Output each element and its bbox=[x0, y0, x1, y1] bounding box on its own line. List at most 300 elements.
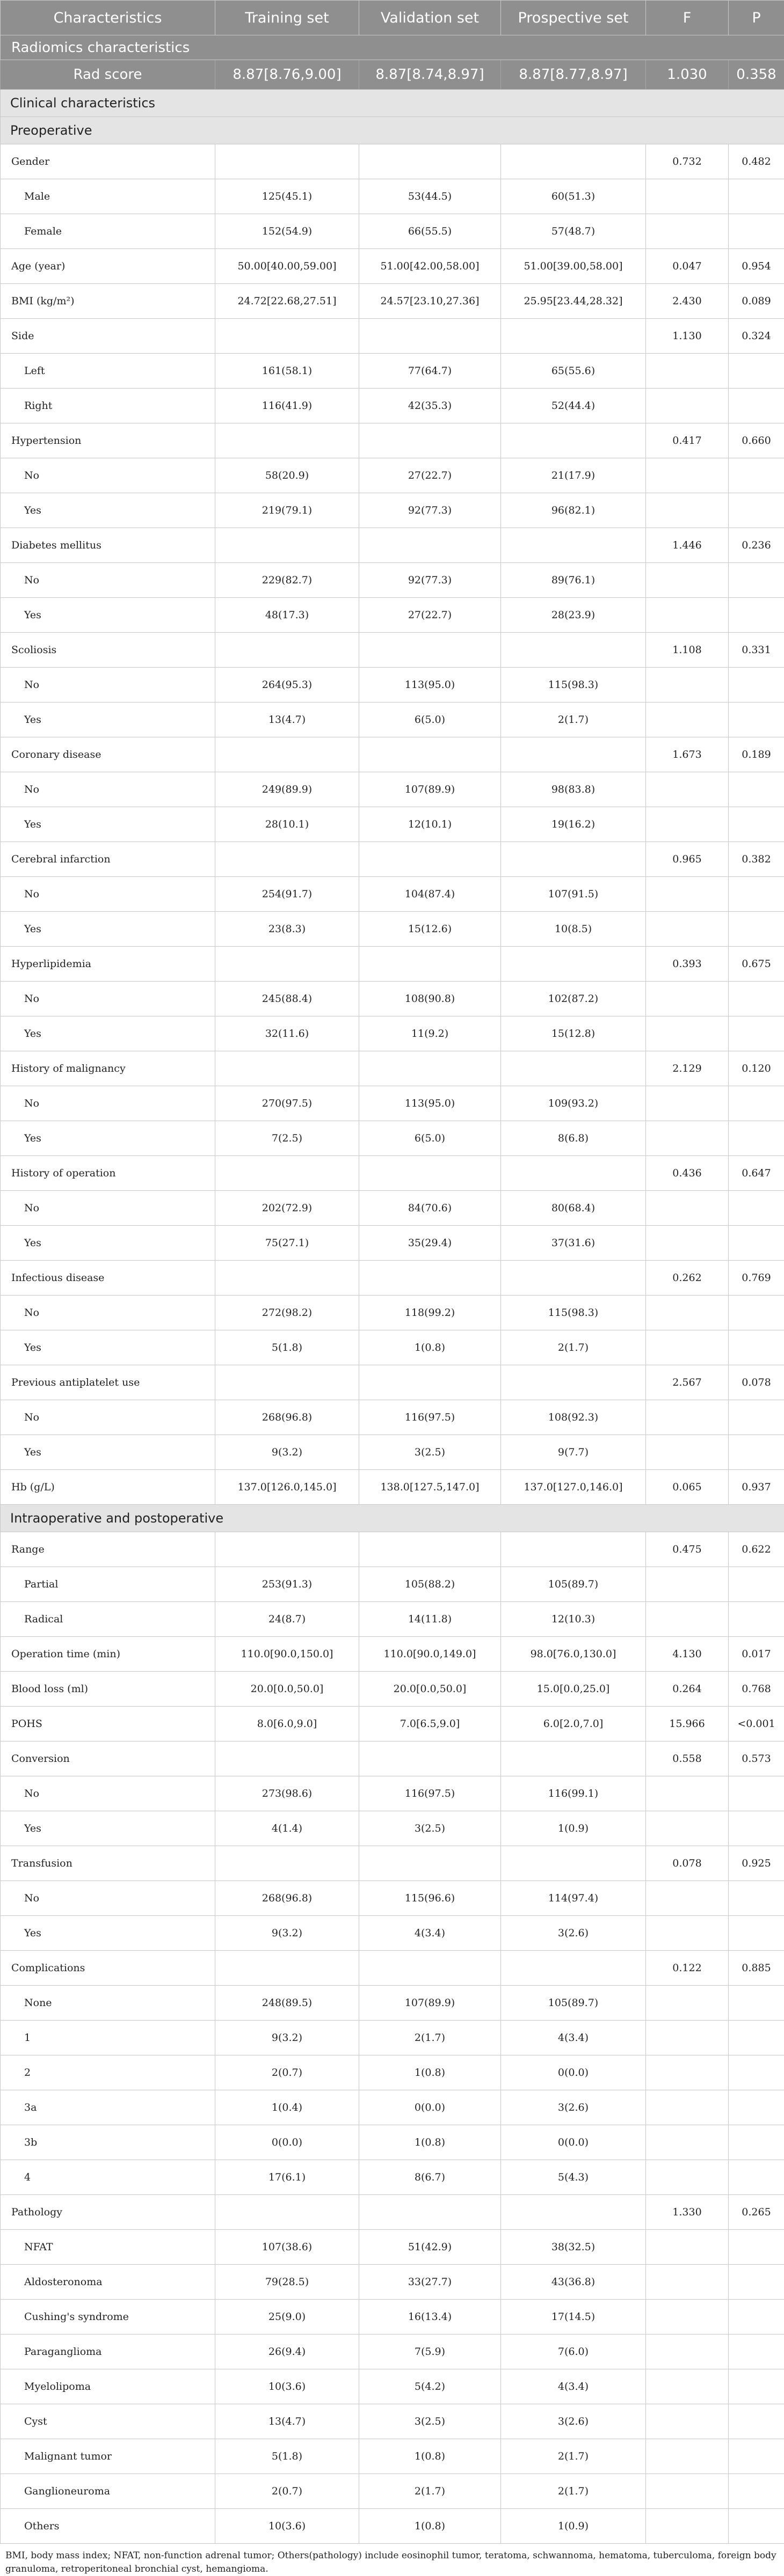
validation-value: 2(1.7) bbox=[359, 2021, 501, 2055]
f-value: 0.965 bbox=[646, 842, 729, 877]
section-label: Clinical characteristics bbox=[1, 90, 784, 117]
validation-value: 138.0[127.5,147.0] bbox=[359, 1470, 501, 1505]
prospective-value bbox=[501, 842, 646, 877]
table-row bbox=[1, 1365, 784, 1400]
p-value bbox=[729, 2369, 784, 2404]
prospective-value: 108(92.3) bbox=[501, 1400, 646, 1435]
f-value bbox=[646, 772, 729, 807]
prospective-value: 0(0.0) bbox=[501, 2055, 646, 2090]
validation-value: 20.0[0.0,50.0] bbox=[359, 1672, 501, 1707]
table-row bbox=[1, 144, 784, 179]
f-value: 0.078 bbox=[646, 1846, 729, 1881]
training-value bbox=[215, 1846, 359, 1881]
prospective-value: 5(4.3) bbox=[501, 2160, 646, 2195]
f-value bbox=[646, 2334, 729, 2369]
validation-value bbox=[359, 1741, 501, 1776]
training-value: 4(1.4) bbox=[215, 1811, 359, 1846]
p-value: 0.647 bbox=[729, 1156, 784, 1191]
prospective-value bbox=[501, 319, 646, 354]
f-value bbox=[646, 702, 729, 737]
validation-value bbox=[359, 2195, 501, 2230]
p-value bbox=[729, 598, 784, 633]
prospective-value: 105(89.7) bbox=[501, 1986, 646, 2021]
table-row bbox=[1, 1986, 784, 2021]
training-value: 20.0[0.0,50.0] bbox=[215, 1672, 359, 1707]
training-value: 2(0.7) bbox=[215, 2055, 359, 2090]
training-value bbox=[215, 633, 359, 668]
f-value: 0.065 bbox=[646, 1470, 729, 1505]
row-label: 4 bbox=[1, 2160, 215, 2195]
validation-value: 107(89.9) bbox=[359, 772, 501, 807]
table-footnote: BMI, body mass index; NFAT, non-function adrenal tumor; Others(pathology) include eosinophil tumor, teratoma, schwannoma, hematoma, tuberculoma, foreign body granuloma, retroperitoneal bronchial cyst, hemangioma. bbox=[0, 2544, 784, 2576]
training-value bbox=[215, 528, 359, 563]
f-value: 0.393 bbox=[646, 947, 729, 982]
table-row bbox=[1, 1707, 784, 1741]
row-label: 1 bbox=[1, 2021, 215, 2055]
row-label: No bbox=[1, 1086, 215, 1121]
f-value bbox=[646, 1330, 729, 1365]
prospective-value: 43(36.8) bbox=[501, 2265, 646, 2300]
training-value: 125(45.1) bbox=[215, 179, 359, 214]
validation-value: 35(29.4) bbox=[359, 1226, 501, 1261]
p-value bbox=[729, 772, 784, 807]
table-row bbox=[1, 2334, 784, 2369]
table-row bbox=[1, 1567, 784, 1602]
table-row bbox=[1, 1637, 784, 1672]
training-value: 253(91.3) bbox=[215, 1567, 359, 1602]
training-value bbox=[215, 1951, 359, 1986]
table-row bbox=[1, 2509, 784, 2544]
p-value: 0.675 bbox=[729, 947, 784, 982]
prospective-value: 28(23.9) bbox=[501, 598, 646, 633]
table-row bbox=[1, 214, 784, 249]
table-row bbox=[1, 1470, 784, 1505]
rad-score-p: 0.358 bbox=[729, 60, 784, 90]
training-value: 24.72[22.68,27.51] bbox=[215, 284, 359, 319]
f-value: 0.732 bbox=[646, 144, 729, 179]
section-preoperative bbox=[1, 117, 784, 144]
prospective-value: 96(82.1) bbox=[501, 493, 646, 528]
training-value bbox=[215, 1532, 359, 1567]
table-row bbox=[1, 2439, 784, 2474]
table-row bbox=[1, 772, 784, 807]
row-label: Yes bbox=[1, 1016, 215, 1051]
validation-value: 0(0.0) bbox=[359, 2090, 501, 2125]
training-value: 1(0.4) bbox=[215, 2090, 359, 2125]
training-value: 2(0.7) bbox=[215, 2474, 359, 2509]
validation-value: 118(99.2) bbox=[359, 1296, 501, 1330]
f-value bbox=[646, 458, 729, 493]
row-label: Radical bbox=[1, 1602, 215, 1637]
f-value: 1.108 bbox=[646, 633, 729, 668]
table-row bbox=[1, 702, 784, 737]
f-value bbox=[646, 1296, 729, 1330]
table-row bbox=[1, 284, 784, 319]
validation-value: 8(6.7) bbox=[359, 2160, 501, 2195]
training-value: 58(20.9) bbox=[215, 458, 359, 493]
row-label: Yes bbox=[1, 493, 215, 528]
f-value bbox=[646, 1121, 729, 1156]
f-value: 15.966 bbox=[646, 1707, 729, 1741]
table-row bbox=[1, 2474, 784, 2509]
p-value: 0.331 bbox=[729, 633, 784, 668]
training-value: 9(3.2) bbox=[215, 1435, 359, 1470]
table-row bbox=[1, 877, 784, 912]
rad-score-label: Rad score bbox=[1, 60, 215, 90]
p-value bbox=[729, 912, 784, 947]
prospective-value: 15(12.8) bbox=[501, 1016, 646, 1051]
training-value: 75(27.1) bbox=[215, 1226, 359, 1261]
prospective-value: 80(68.4) bbox=[501, 1191, 646, 1226]
training-value: 26(9.4) bbox=[215, 2334, 359, 2369]
f-value bbox=[646, 1435, 729, 1470]
col-header-p: P bbox=[729, 1, 784, 35]
p-value bbox=[729, 1016, 784, 1051]
prospective-value: 137.0[127.0,146.0] bbox=[501, 1470, 646, 1505]
row-label: No bbox=[1, 1776, 215, 1811]
p-value: 0.078 bbox=[729, 1365, 784, 1400]
prospective-value: 8(6.8) bbox=[501, 1121, 646, 1156]
validation-value: 6(5.0) bbox=[359, 1121, 501, 1156]
row-label: Side bbox=[1, 319, 215, 354]
validation-value: 116(97.5) bbox=[359, 1400, 501, 1435]
training-value: 10(3.6) bbox=[215, 2369, 359, 2404]
p-value bbox=[729, 702, 784, 737]
row-label: Gender bbox=[1, 144, 215, 179]
prospective-value: 10(8.5) bbox=[501, 912, 646, 947]
training-value bbox=[215, 842, 359, 877]
row-label: Yes bbox=[1, 1121, 215, 1156]
p-value: 0.937 bbox=[729, 1470, 784, 1505]
row-label: Age (year) bbox=[1, 249, 215, 284]
row-label: No bbox=[1, 1400, 215, 1435]
validation-value: 24.57[23.10,27.36] bbox=[359, 284, 501, 319]
f-value bbox=[646, 912, 729, 947]
validation-value: 108(90.8) bbox=[359, 982, 501, 1016]
prospective-value: 1(0.9) bbox=[501, 2509, 646, 2544]
table-row bbox=[1, 423, 784, 458]
table-row bbox=[1, 947, 784, 982]
p-value: 0.573 bbox=[729, 1741, 784, 1776]
p-value: 0.660 bbox=[729, 423, 784, 458]
validation-value: 7(5.9) bbox=[359, 2334, 501, 2369]
validation-value: 115(96.6) bbox=[359, 1881, 501, 1916]
validation-value: 1(0.8) bbox=[359, 2125, 501, 2160]
f-value bbox=[646, 1776, 729, 1811]
p-value bbox=[729, 1881, 784, 1916]
f-value bbox=[646, 214, 729, 249]
radiomics-label: Radiomics characteristics bbox=[1, 35, 784, 60]
training-value: 25(9.0) bbox=[215, 2300, 359, 2334]
prospective-value: 89(76.1) bbox=[501, 563, 646, 598]
p-value: 0.622 bbox=[729, 1532, 784, 1567]
p-value bbox=[729, 214, 784, 249]
row-label: No bbox=[1, 563, 215, 598]
table-row bbox=[1, 1532, 784, 1567]
f-value: 2.567 bbox=[646, 1365, 729, 1400]
f-value bbox=[646, 668, 729, 702]
prospective-value: 2(1.7) bbox=[501, 702, 646, 737]
f-value: 4.130 bbox=[646, 1637, 729, 1672]
validation-value bbox=[359, 1051, 501, 1086]
p-value bbox=[729, 2125, 784, 2160]
validation-value: 27(22.7) bbox=[359, 458, 501, 493]
table-row bbox=[1, 912, 784, 947]
table-body bbox=[1, 90, 784, 2544]
prospective-value: 4(3.4) bbox=[501, 2369, 646, 2404]
p-value bbox=[729, 1330, 784, 1365]
f-value: 1.446 bbox=[646, 528, 729, 563]
training-value: 116(41.9) bbox=[215, 389, 359, 423]
row-label: Yes bbox=[1, 1811, 215, 1846]
row-label: No bbox=[1, 458, 215, 493]
training-value: 137.0[126.0,145.0] bbox=[215, 1470, 359, 1505]
validation-value bbox=[359, 144, 501, 179]
row-label: No bbox=[1, 1191, 215, 1226]
prospective-value: 38(32.5) bbox=[501, 2230, 646, 2265]
training-value: 50.00[40.00,59.00] bbox=[215, 249, 359, 284]
validation-value bbox=[359, 947, 501, 982]
f-value bbox=[646, 982, 729, 1016]
training-value: 229(82.7) bbox=[215, 563, 359, 598]
table-row bbox=[1, 668, 784, 702]
row-label: Previous antiplatelet use bbox=[1, 1365, 215, 1400]
p-value: 0.017 bbox=[729, 1637, 784, 1672]
f-value bbox=[646, 1986, 729, 2021]
f-value bbox=[646, 2160, 729, 2195]
p-value: 0.768 bbox=[729, 1672, 784, 1707]
prospective-value: 115(98.3) bbox=[501, 668, 646, 702]
validation-value: 11(9.2) bbox=[359, 1016, 501, 1051]
training-value: 270(97.5) bbox=[215, 1086, 359, 1121]
prospective-value: 98.0[76.0,130.0] bbox=[501, 1637, 646, 1672]
prospective-value bbox=[501, 737, 646, 772]
row-label: Hb (g/L) bbox=[1, 1470, 215, 1505]
table-row bbox=[1, 1602, 784, 1637]
f-value bbox=[646, 1916, 729, 1951]
validation-value: 84(70.6) bbox=[359, 1191, 501, 1226]
row-label: 3a bbox=[1, 2090, 215, 2125]
rad-score-training: 8.87[8.76,9.00] bbox=[215, 60, 359, 90]
row-label: None bbox=[1, 1986, 215, 2021]
table-row bbox=[1, 2404, 784, 2439]
row-label: BMI (kg/m²) bbox=[1, 284, 215, 319]
p-value bbox=[729, 458, 784, 493]
prospective-value bbox=[501, 1156, 646, 1191]
row-label: History of malignancy bbox=[1, 1051, 215, 1086]
prospective-value bbox=[501, 633, 646, 668]
table-header bbox=[1, 1, 784, 90]
p-value bbox=[729, 2300, 784, 2334]
f-value bbox=[646, 389, 729, 423]
prospective-value: 7(6.0) bbox=[501, 2334, 646, 2369]
training-value: 254(91.7) bbox=[215, 877, 359, 912]
training-value: 219(79.1) bbox=[215, 493, 359, 528]
table-row bbox=[1, 2125, 784, 2160]
validation-value: 92(77.3) bbox=[359, 493, 501, 528]
f-value bbox=[646, 354, 729, 389]
table-row bbox=[1, 319, 784, 354]
row-label: Infectious disease bbox=[1, 1261, 215, 1296]
validation-value bbox=[359, 423, 501, 458]
prospective-value bbox=[501, 1846, 646, 1881]
validation-value: 14(11.8) bbox=[359, 1602, 501, 1637]
prospective-value: 65(55.6) bbox=[501, 354, 646, 389]
training-value bbox=[215, 1156, 359, 1191]
rad-score-row bbox=[1, 60, 784, 90]
table-row bbox=[1, 389, 784, 423]
validation-value: 113(95.0) bbox=[359, 1086, 501, 1121]
p-value bbox=[729, 877, 784, 912]
p-value bbox=[729, 668, 784, 702]
f-value bbox=[646, 1602, 729, 1637]
prospective-value: 2(1.7) bbox=[501, 2474, 646, 2509]
table-row bbox=[1, 2055, 784, 2090]
table-row bbox=[1, 2230, 784, 2265]
row-label: Blood loss (ml) bbox=[1, 1672, 215, 1707]
f-value bbox=[646, 1567, 729, 1602]
f-value: 0.436 bbox=[646, 1156, 729, 1191]
p-value bbox=[729, 1916, 784, 1951]
f-value bbox=[646, 1881, 729, 1916]
table-row bbox=[1, 1121, 784, 1156]
training-value: 248(89.5) bbox=[215, 1986, 359, 2021]
prospective-value bbox=[501, 1951, 646, 1986]
validation-value: 104(87.4) bbox=[359, 877, 501, 912]
prospective-value: 2(1.7) bbox=[501, 2439, 646, 2474]
p-value: 0.925 bbox=[729, 1846, 784, 1881]
table-row bbox=[1, 633, 784, 668]
row-label: Diabetes mellitus bbox=[1, 528, 215, 563]
rad-score-validation: 8.87[8.74,8.97] bbox=[359, 60, 501, 90]
training-value: 5(1.8) bbox=[215, 1330, 359, 1365]
row-label: Cerebral infarction bbox=[1, 842, 215, 877]
p-value bbox=[729, 563, 784, 598]
p-value bbox=[729, 1776, 784, 1811]
table-row bbox=[1, 1086, 784, 1121]
row-label: No bbox=[1, 877, 215, 912]
row-label: Hypertension bbox=[1, 423, 215, 458]
f-value bbox=[646, 1811, 729, 1846]
validation-value bbox=[359, 842, 501, 877]
f-value: 1.673 bbox=[646, 737, 729, 772]
p-value bbox=[729, 1191, 784, 1226]
f-value: 1.330 bbox=[646, 2195, 729, 2230]
f-value bbox=[646, 877, 729, 912]
f-value bbox=[646, 2090, 729, 2125]
col-header-prospective: Prospective set bbox=[501, 1, 646, 35]
f-value bbox=[646, 2509, 729, 2544]
row-label: Conversion bbox=[1, 1741, 215, 1776]
prospective-value: 9(7.7) bbox=[501, 1435, 646, 1470]
f-value bbox=[646, 1400, 729, 1435]
training-value bbox=[215, 1261, 359, 1296]
row-label: Yes bbox=[1, 1330, 215, 1365]
row-label: Aldosteronoma bbox=[1, 2265, 215, 2300]
validation-value bbox=[359, 1156, 501, 1191]
prospective-value bbox=[501, 2195, 646, 2230]
p-value bbox=[729, 2230, 784, 2265]
validation-value: 2(1.7) bbox=[359, 2474, 501, 2509]
training-value: 272(98.2) bbox=[215, 1296, 359, 1330]
prospective-value bbox=[501, 144, 646, 179]
validation-value: 6(5.0) bbox=[359, 702, 501, 737]
table-row bbox=[1, 1916, 784, 1951]
validation-value bbox=[359, 1951, 501, 1986]
f-value bbox=[646, 2230, 729, 2265]
f-value bbox=[646, 807, 729, 842]
prospective-value: 114(97.4) bbox=[501, 1881, 646, 1916]
p-value bbox=[729, 1296, 784, 1330]
table-row bbox=[1, 249, 784, 284]
validation-value: 7.0[6.5,9.0] bbox=[359, 1707, 501, 1741]
training-value: 161(58.1) bbox=[215, 354, 359, 389]
table-row bbox=[1, 1846, 784, 1881]
f-value bbox=[646, 2265, 729, 2300]
prospective-value: 15.0[0.0,25.0] bbox=[501, 1672, 646, 1707]
f-value: 2.430 bbox=[646, 284, 729, 319]
p-value: 0.324 bbox=[729, 319, 784, 354]
row-label: 2 bbox=[1, 2055, 215, 2090]
table-row bbox=[1, 2369, 784, 2404]
validation-value bbox=[359, 1261, 501, 1296]
table-row bbox=[1, 2021, 784, 2055]
training-value: 0(0.0) bbox=[215, 2125, 359, 2160]
row-label: History of operation bbox=[1, 1156, 215, 1191]
validation-value: 12(10.1) bbox=[359, 807, 501, 842]
prospective-value bbox=[501, 947, 646, 982]
prospective-value bbox=[501, 528, 646, 563]
f-value bbox=[646, 1086, 729, 1121]
p-value bbox=[729, 1086, 784, 1121]
training-value: 32(11.6) bbox=[215, 1016, 359, 1051]
f-value bbox=[646, 2474, 729, 2509]
training-value bbox=[215, 319, 359, 354]
prospective-value: 57(48.7) bbox=[501, 214, 646, 249]
validation-value bbox=[359, 737, 501, 772]
table-row bbox=[1, 1400, 784, 1435]
prospective-value: 19(16.2) bbox=[501, 807, 646, 842]
p-value bbox=[729, 354, 784, 389]
training-value bbox=[215, 423, 359, 458]
training-value bbox=[215, 1741, 359, 1776]
p-value: 0.089 bbox=[729, 284, 784, 319]
col-header-f: F bbox=[646, 1, 729, 35]
table-row bbox=[1, 563, 784, 598]
p-value bbox=[729, 1602, 784, 1637]
training-value: 48(17.3) bbox=[215, 598, 359, 633]
rad-score-f: 1.030 bbox=[646, 60, 729, 90]
row-label: Malignant tumor bbox=[1, 2439, 215, 2474]
f-value bbox=[646, 2300, 729, 2334]
row-label: No bbox=[1, 1881, 215, 1916]
p-value bbox=[729, 2509, 784, 2544]
training-value: 5(1.8) bbox=[215, 2439, 359, 2474]
training-value bbox=[215, 1365, 359, 1400]
column-header-row bbox=[1, 1, 784, 35]
prospective-value: 52(44.4) bbox=[501, 389, 646, 423]
row-label: Yes bbox=[1, 1435, 215, 1470]
table-row bbox=[1, 1016, 784, 1051]
f-value: 2.129 bbox=[646, 1051, 729, 1086]
validation-value: 5(4.2) bbox=[359, 2369, 501, 2404]
prospective-value: 21(17.9) bbox=[501, 458, 646, 493]
col-header-training: Training set bbox=[215, 1, 359, 35]
table-row bbox=[1, 598, 784, 633]
validation-value: 105(88.2) bbox=[359, 1567, 501, 1602]
p-value bbox=[729, 179, 784, 214]
row-label: Operation time (min) bbox=[1, 1637, 215, 1672]
